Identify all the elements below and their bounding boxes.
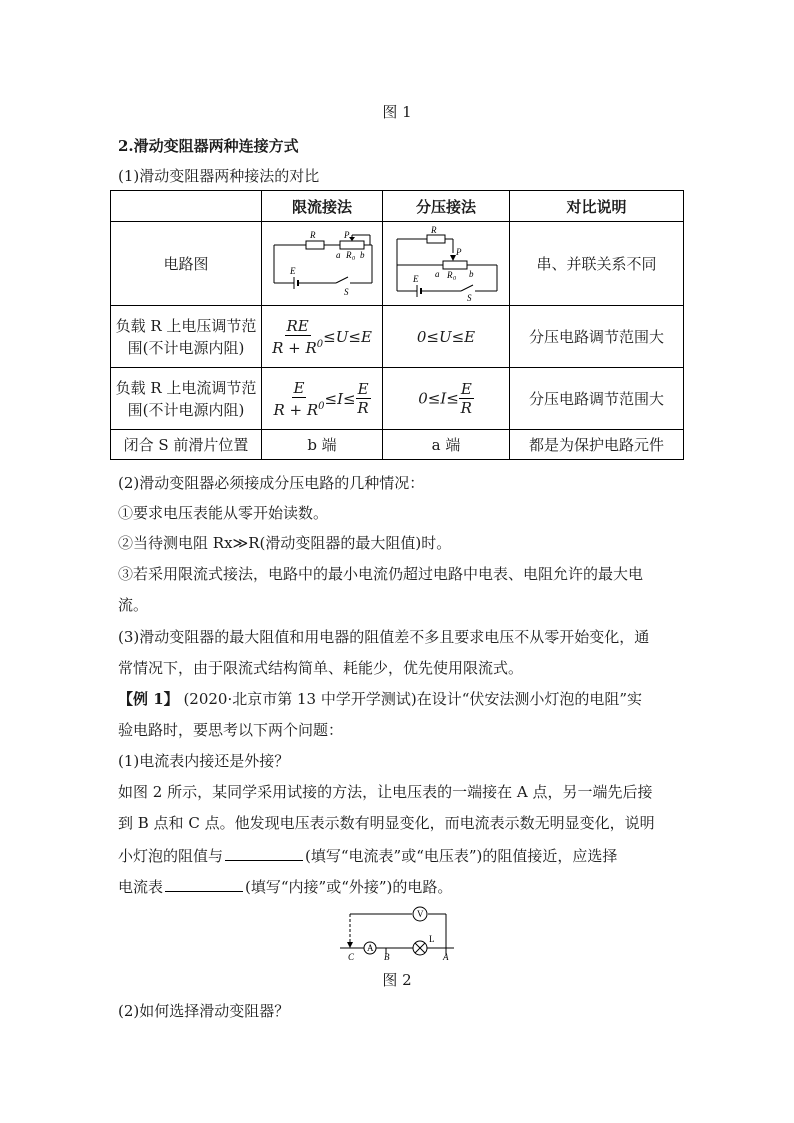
row-voltage-label-line1: 负载 R 上电压调节范 xyxy=(115,316,257,335)
condition-item-2: ②当待测电阻 Rx≫R(滑动变阻器的最大阻值)时。 xyxy=(118,534,452,552)
subsection-2-title: (2)滑动变阻器必须接成分压电路的几种情况： xyxy=(118,474,425,492)
ammeter-label: A xyxy=(367,943,374,953)
voltage-divider-range: 0≤U≤E xyxy=(383,306,510,368)
comparison-table xyxy=(110,190,684,460)
divider-circuit-diagram xyxy=(387,225,505,303)
table-header-empty xyxy=(111,191,262,222)
question-1: (1)电流表内接还是外接？ xyxy=(118,752,290,770)
subsection-3-line2: 常情况下，由于限流式结构简单、耗能少，优先使用限流式。 xyxy=(118,659,524,677)
table-header-divider: 分压接法 xyxy=(383,191,510,222)
example-tag: 【例 1】 xyxy=(118,690,179,708)
label-a: a xyxy=(336,249,341,260)
question-1-para-line1: 如图 2 所示，某同学采用试接的方法，让电压表的一端接在 A 点，另一端先后接 xyxy=(118,783,653,801)
voltage-limit-range xyxy=(262,306,383,368)
label-b: b xyxy=(469,268,474,279)
current-limit-range xyxy=(262,368,383,430)
fraction-numerator: E xyxy=(460,380,472,398)
label-R0: R xyxy=(447,269,453,280)
fraction-denominator-sup: 0 xyxy=(316,338,324,350)
fraction-numerator: E xyxy=(357,380,369,398)
slider-divider-position: a 端 xyxy=(383,430,510,460)
figure1-caption: 图 1 xyxy=(382,103,412,121)
label-P: P xyxy=(456,246,462,257)
example-line1 xyxy=(118,689,642,709)
voltmeter-label: V xyxy=(417,909,424,919)
line4-text-a: 电流表 xyxy=(118,878,164,896)
label-R0: R xyxy=(346,249,352,260)
fraction-denominator: R xyxy=(460,399,472,417)
row-current-note: 分压电路调节范围大 xyxy=(510,368,684,430)
fraction-denominator: R + R xyxy=(273,400,319,419)
limit-circuit-cell xyxy=(262,222,383,306)
label-P: P xyxy=(344,229,350,240)
limit-circuit-diagram xyxy=(266,225,378,303)
point-A-label: A xyxy=(443,952,449,962)
label-S: S xyxy=(467,292,472,303)
row-voltage-note: 分压电路调节范围大 xyxy=(510,306,684,368)
row-slider-note: 都是为保护电路元件 xyxy=(510,430,684,460)
row-current-label-line2: 围(不计电源内阻) xyxy=(127,400,245,419)
current-limit-inequality: ≤I≤ xyxy=(324,389,356,408)
label-E: E xyxy=(290,265,296,276)
row-current-label xyxy=(111,368,262,430)
row-circuit-label: 电路图 xyxy=(111,222,262,306)
row-voltage-label-line2: 围(不计电源内阻) xyxy=(127,338,245,357)
voltage-limit-inequality: ≤U≤E xyxy=(323,327,372,346)
subsection-1-title: (1)滑动变阻器两种接法的对比 xyxy=(118,167,320,185)
row-voltage-label xyxy=(111,306,262,368)
section-title: 2.滑动变阻器两种连接方式 xyxy=(118,137,299,155)
fraction-numerator: RE xyxy=(286,316,309,335)
line3-text-a: 小灯泡的阻值与 xyxy=(118,847,224,865)
label-E: E xyxy=(413,273,419,284)
fraction-denominator: R + R xyxy=(272,338,317,357)
current-divider-range xyxy=(383,368,510,430)
fraction-denominator-sup: 0 xyxy=(318,400,325,412)
row-slider-label: 闭合 S 前滑片位置 xyxy=(111,430,262,460)
label-b: b xyxy=(360,249,365,260)
question-1-para-line4 xyxy=(118,875,452,897)
current-divider-fraction xyxy=(459,380,474,417)
row-circuit-note: 串、并联关系不同 xyxy=(510,222,684,306)
question-1-para-line2: 到 B 点和 C 点。他发现电压表示数有明显变化，而电流表示数无明显变化，说明 xyxy=(118,814,655,832)
example-line2: 验电路时，要思考以下两个问题： xyxy=(118,721,344,739)
question-2: (2)如何选择滑动变阻器？ xyxy=(118,1002,290,1020)
subsection-3-line1: (3)滑动变阻器的最大阻值和用电器的阻值差不多且要求电压不从零开始变化，通 xyxy=(118,628,650,646)
figure2-caption: 图 2 xyxy=(382,971,412,989)
divider-circuit-cell xyxy=(383,222,510,306)
current-divider-inequality: 0≤I≤ xyxy=(418,389,459,408)
current-limit-fraction xyxy=(273,379,324,419)
label-R0-sub: 0 xyxy=(453,275,456,282)
label-R: R xyxy=(431,224,437,235)
table-header-note: 对比说明 xyxy=(510,191,684,222)
answer-blank-1[interactable] xyxy=(225,844,303,861)
slider-limit-position: b 端 xyxy=(262,430,383,460)
condition-item-1: ①要求电压表能从零开始读数。 xyxy=(118,504,329,522)
row-current-label-line1: 负载 R 上电流调节范 xyxy=(115,378,257,397)
voltage-limit-fraction xyxy=(272,317,323,357)
answer-blank-2[interactable] xyxy=(165,875,243,892)
lamp-label: L xyxy=(429,934,435,944)
condition-item-3-line1: ③若采用限流式接法，电路中的最小电流仍超过电路中电表、电阻允许的最大电 xyxy=(118,565,644,583)
figure2-circuit-diagram xyxy=(336,906,460,962)
point-B-label: B xyxy=(384,952,390,962)
fraction-numerator: E xyxy=(293,378,305,397)
question-1-para-line3 xyxy=(118,844,617,866)
label-a: a xyxy=(435,268,440,279)
current-limit-fraction-2 xyxy=(356,380,371,417)
point-C-label: C xyxy=(348,952,355,962)
fraction-denominator: R xyxy=(357,399,369,417)
condition-item-3-line2: 流。 xyxy=(118,596,149,614)
example-text: (2020·北京市第 13 中学开学测试)在设计“伏安法测小灯泡的电阻”实 xyxy=(178,690,643,708)
label-S: S xyxy=(344,286,349,297)
label-R: R xyxy=(310,229,316,240)
table-header-limit: 限流接法 xyxy=(262,191,383,222)
line4-text-b: (填写“内接”或“外接”)的电路。 xyxy=(245,878,453,896)
line3-text-b: (填写“电流表”或“电压表”)的阻值接近，应选择 xyxy=(305,847,618,865)
label-R0-sub: 0 xyxy=(352,255,355,262)
